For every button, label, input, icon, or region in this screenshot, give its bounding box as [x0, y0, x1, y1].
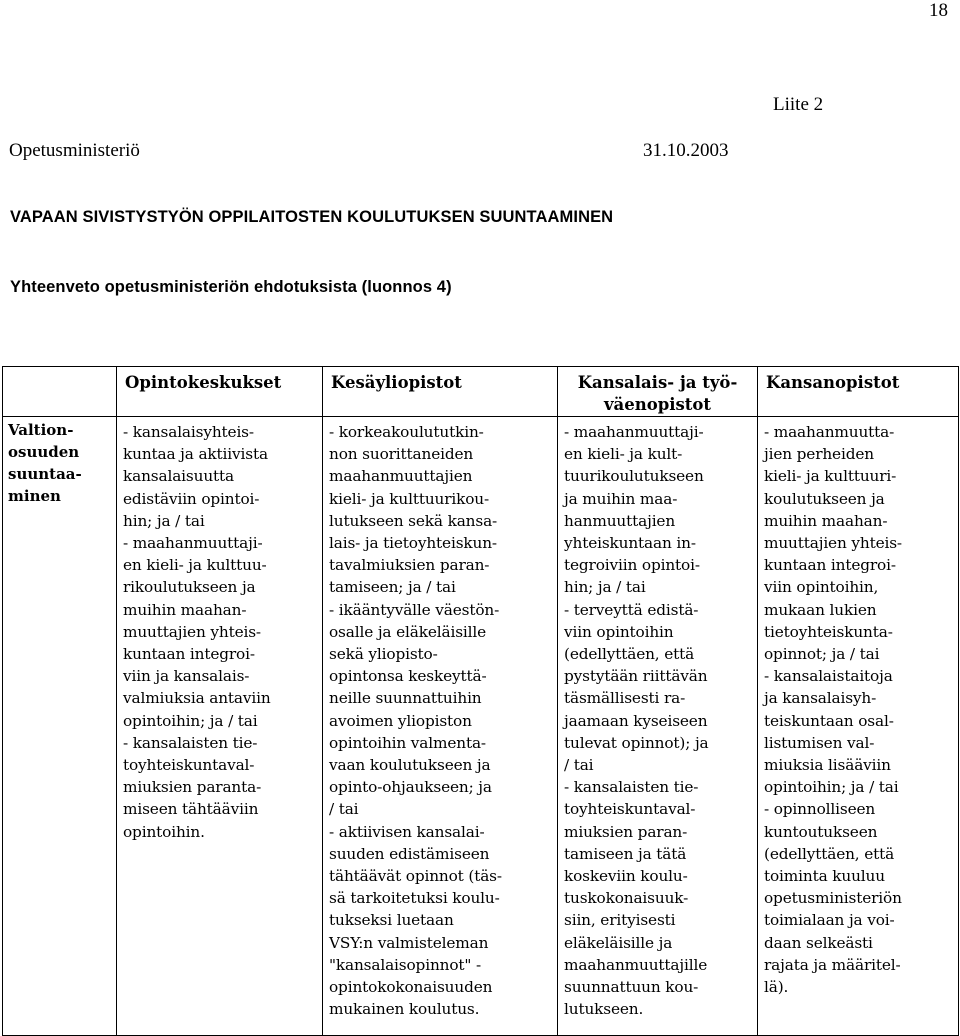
document-date: 31.10.2003	[643, 140, 729, 161]
table-header-row	[3, 367, 959, 417]
table-row	[3, 417, 959, 1036]
column-header-kansalais-ja-tyovaenopistot: Kansalais- ja työ- väenopistot	[558, 367, 758, 417]
appendix-label: Liite 2	[773, 94, 824, 115]
row-header-valtionosuuden-suuntaaminen: Valtion- osuuden suuntaa- minen	[3, 417, 117, 1036]
cell-opintokeskukset: - kansalaisyhteis- kuntaa ja aktiivista kansalaisuutta edistäviin opintoi- hin; ja / tai - maahanmuuttaji- en kieli- ja kulttuu- rikoulutukseen ja muihin maahan- muuttajien yhteis- kuntaan integroi- viin ja kansalais- valmiuksia antaviin opintoihin; ja / tai - kansalaisten tie- toyhteiskuntaval- miuksien paranta- miseen tähtääviin opintoihin.	[117, 417, 323, 1036]
summary-table	[2, 366, 959, 1036]
cell-kansalais-ja-tyovaenopistot: - maahanmuuttaji- en kieli- ja kult- tuurikoulutukseen ja muihin maa- hanmuuttajien yhteiskuntaan in- tegroiviin opintoi- hin; ja / tai - terveyttä edistä- viin opintoihin (edellyttäen, että pystytään riittävän täsmällisesti ra- jaamaan kyseiseen tulevat opinnot); ja / tai - kansalaisten tie- toyhteiskuntaval- miuksien paran- tamiseen ja tätä koskeviin koulu- tuskokonaisuuk- siin, erityisesti eläkeläisille ja maahanmuuttajille suunnattuun kou- lutukseen.	[558, 417, 758, 1036]
page-number: 18	[929, 0, 948, 21]
column-header-kesayliopistot: Kesäyliopistot	[323, 367, 558, 417]
document-title: VAPAAN SIVISTYSTYÖN OPPILAITOSTEN KOULUTUKSEN SUUNTAAMINEN	[10, 208, 614, 226]
corner-header	[3, 367, 117, 417]
cell-kansanopistot: - maahanmuutta- jien perheiden kieli- ja kulttuuri- koulutukseen ja muihin maahan- muuttajien yhteis- kuntaan integroi- viin opintoihin, mukaan lukien tietoyhteiskunta- opinnot; ja / tai - kansalaistaitoja ja kansalaisyh- teiskuntaan osal- listumisen val- miuksia lisääviin opintoihin; ja / tai - opinnolliseen kuntoutukseen (edellyttäen, että toiminta kuuluu opetusministeriön toimialaan ja voi- daan selkeästi rajata ja määritel- lä).	[758, 417, 959, 1036]
column-header-opintokeskukset: Opintokeskukset	[117, 367, 323, 417]
document-subtitle: Yhteenveto opetusministeriön ehdotuksista (luonnos 4)	[10, 278, 452, 296]
cell-kesayliopistot: - korkeakoulututkin- non suorittaneiden maahanmuuttajien kieli- ja kulttuurikou- lutukseen sekä kansa- lais- ja tietoyhteiskun- tavalmiuksien paran- tamiseen; ja / tai - ikääntyvälle väestön- osalle ja eläkeläisille sekä yliopisto- opintonsa keskeyttä- neille suunnattuihin avoimen yliopiston opintoihin valmenta- vaan koulutukseen ja opinto-ohjaukseen; ja / tai - aktiivisen kansalai- suuden edistämiseen tähtäävät opinnot (täs- sä tarkoitetuksi koulu- tukseksi luetaan VSY:n valmisteleman "kansalaisopinnot" - opintokokonaisuuden mukainen koulutus.	[323, 417, 558, 1036]
ministry-name: Opetusministeriö	[9, 140, 140, 161]
column-header-kansanopistot: Kansanopistot	[758, 367, 959, 417]
